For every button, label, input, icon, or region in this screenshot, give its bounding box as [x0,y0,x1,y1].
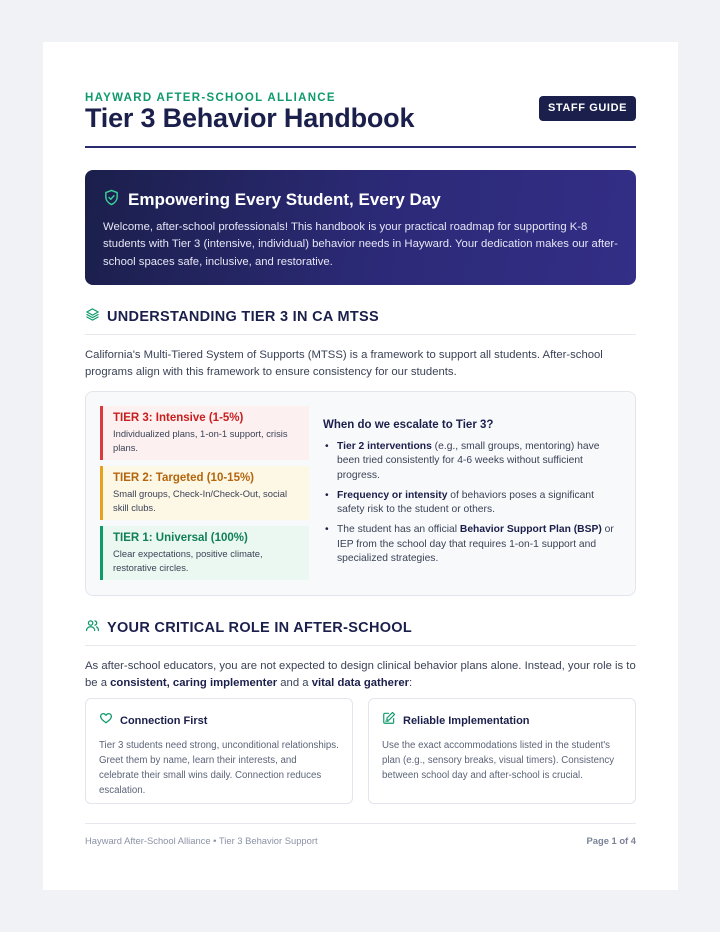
layers-icon [85,307,100,327]
heart-icon [99,711,113,730]
users-icon [85,618,100,638]
card-text: Tier 3 students need strong, unconditional relationships. Greet them by name, learn their interests, and celebrate their small wins daily. Connection reduces escalation. [99,740,339,796]
tier-description: Small groups, Check-In/Check-Out, social skill clubs. [113,488,288,513]
hero-text: Welcome, after-school professionals! This handbook is your practical roadmap for supporting K-8 students with Tier 3 (intensive, individual) behavior needs in Hayward. Your dedication makes our after-school spaces safe, inclusive, and restorative. [103,221,618,268]
tier-title: TIER 3: Intensive (1-5%) [113,412,244,424]
escalation-criteria [323,419,618,572]
card-heading [99,711,339,730]
tier-pyramid-box [85,391,636,596]
tier-description: Clear expectations, positive climate, restorative circles. [113,548,263,573]
tier-list [100,406,309,586]
escalation-list [323,440,618,566]
footer-source: Hayward After-School Alliance • Tier 3 Behavior Support [85,835,318,846]
page-number: Page 1 of 4 [586,835,636,846]
section-heading [85,618,636,646]
section-title: YOUR CRITICAL ROLE IN AFTER-SCHOOL [107,620,413,636]
escalation-title: When do we escalate to Tier 3? [323,419,494,431]
section-critical-role [85,618,636,691]
section-title: UNDERSTANDING TIER 3 IN CA MTSS [107,309,379,325]
list-item: • Tier 2 interventions (e.g., small groups, mentoring) have been tried consistently for 4-6 weeks without sufficient progress. [323,440,618,483]
page-footer [85,823,636,846]
connection-first-card [85,698,353,804]
tier-description: Individualized plans, 1-on-1 support, crisis plans. [113,428,288,453]
tier-3-card [100,406,309,460]
card-text: Use the exact accommodations listed in the student's plan (e.g., sensory breaks, visual timers). Consistency between school day and after-school is crucial. [382,740,615,781]
hero-heading [103,189,618,211]
tier-2-card [100,466,309,520]
tier-title: TIER 2: Targeted (10-15%) [113,472,255,484]
list-item: • The student has an official Behavior Support Plan (BSP) or IEP from the school day that requires 1-on-1 support and specialized strategies. [323,523,618,566]
staff-guide-badge: STAFF GUIDE [539,96,636,121]
edit-check-icon [382,711,396,730]
handbook-page [43,42,678,890]
reliable-implementation-card [368,698,636,804]
header-divider [85,146,636,148]
hero-title: Empowering Every Student, Every Day [128,190,441,209]
card-title: Reliable Implementation [403,714,530,727]
section-heading [85,307,636,335]
hero-banner [85,170,636,285]
list-item: • Frequency or intensity of behaviors poses a significant safety risk to the student or others. [323,489,618,518]
org-name: HAYWARD AFTER-SCHOOL ALLIANCE [85,92,336,104]
shield-check-icon [103,189,120,211]
page-title: Tier 3 Behavior Handbook [85,103,415,133]
section-understanding-tier3 [85,307,636,380]
section-text: As after-school educators, you are not expected to design clinical behavior plans alone. Instead, your role is to be a consistent, caring implementer and a vital data gatherer: [85,660,636,689]
card-title: Connection First [120,714,208,727]
section-text: California's Multi-Tiered System of Supports (MTSS) is a framework to support all students. After-school programs align with this framework to ensure consistency for our students. [85,349,603,378]
tier-title: TIER 1: Universal (100%) [113,532,248,544]
tier-1-card [100,526,309,580]
card-heading [382,711,622,730]
